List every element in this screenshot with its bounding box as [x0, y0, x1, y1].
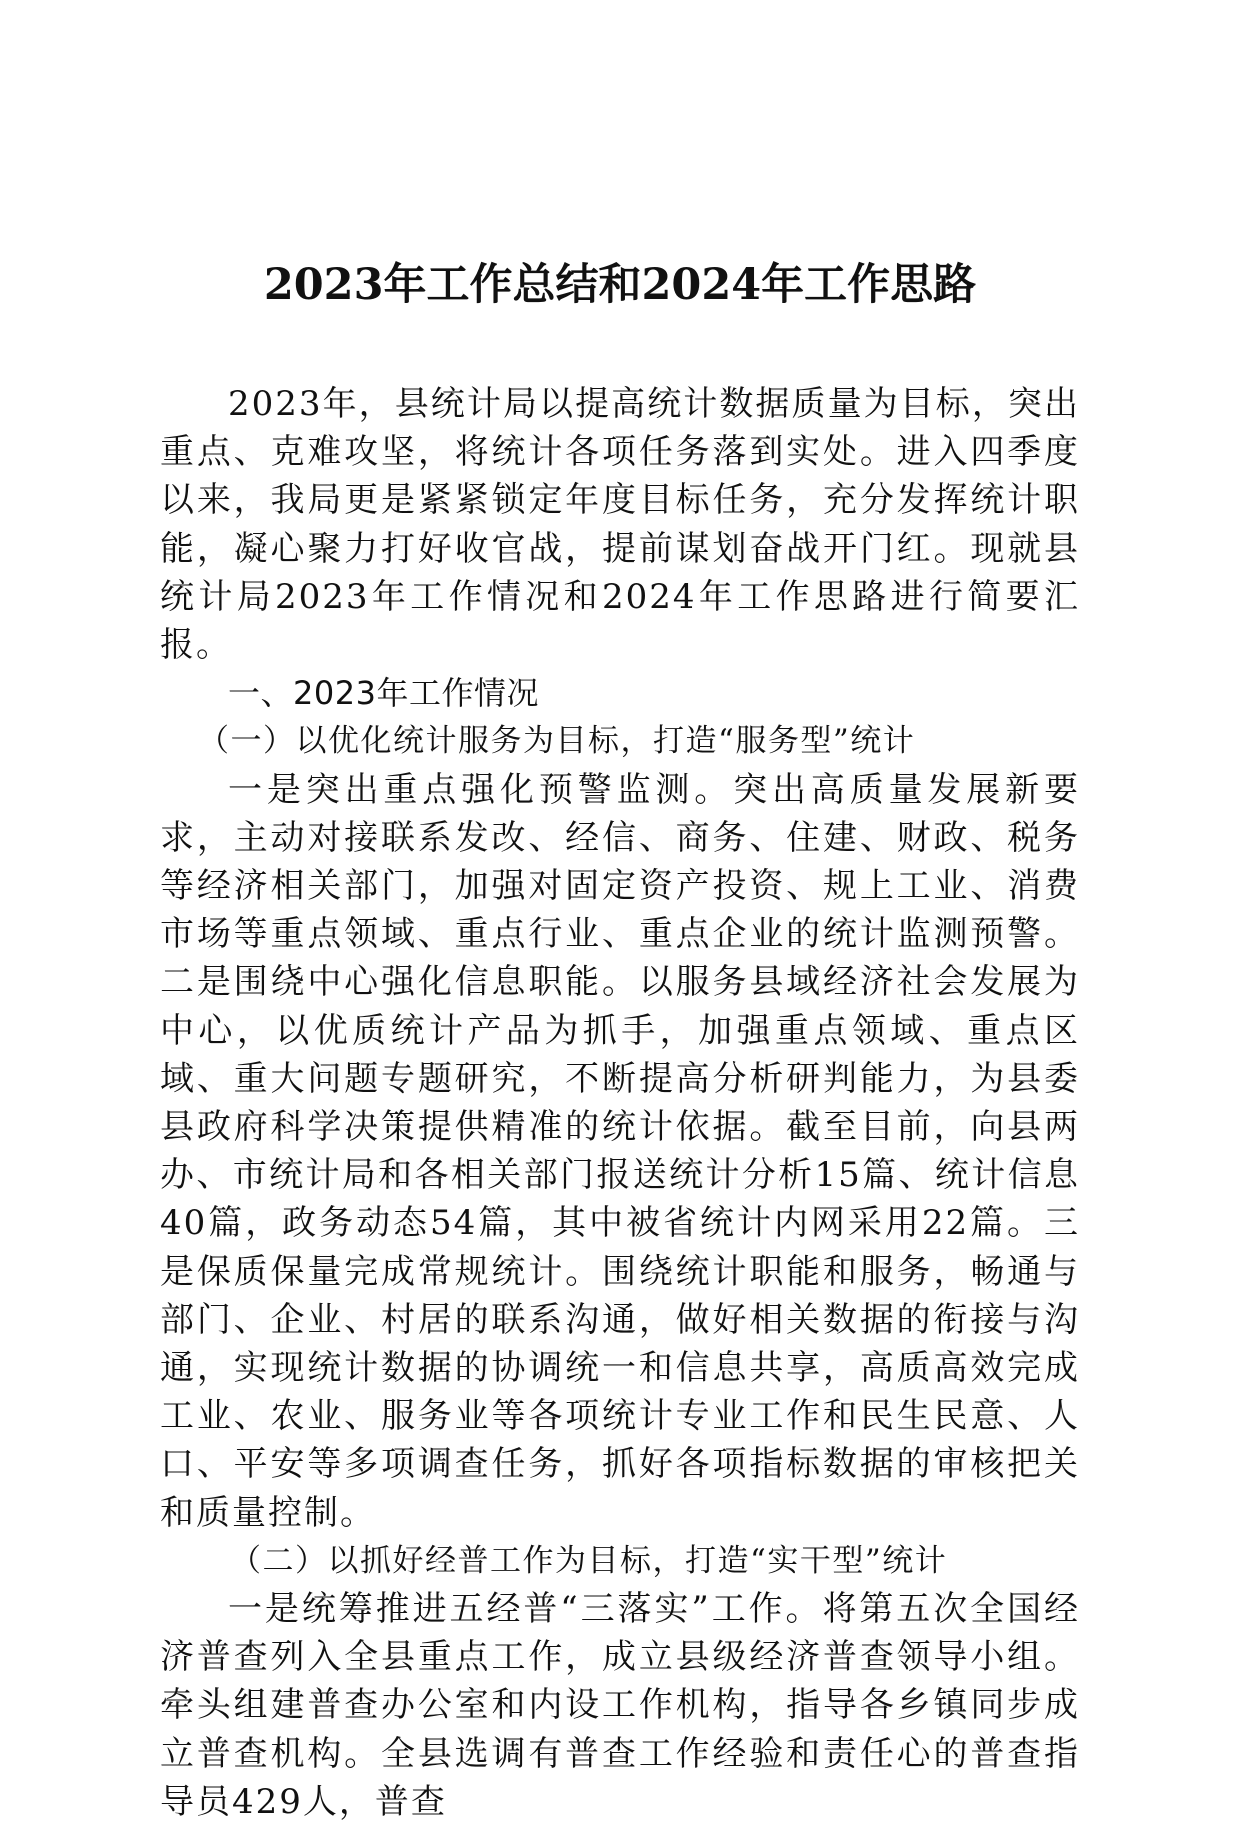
- subsection-heading: （二）以抓好经普工作为目标，打造“实干型”统计: [230, 1542, 948, 1579]
- section-heading: 一、2023年工作情况: [228, 674, 539, 713]
- document-title: 2023年工作总结和2024年工作思路: [263, 260, 977, 310]
- subsection-paragraph: 一是统筹推进五经普“三落实”工作。将第五次全国经济普查列入全县重点工作，成立县级经济普查领导小组。牵头组建普查办公室和内设工作机构，指导各乡镇同步成立普查机构。全县选调有普查工作经验和责任心的普查指导员429人，普查: [160, 1589, 1080, 1822]
- subsection-heading: （一）以优化统计服务为目标，打造“服务型”统计: [198, 723, 916, 760]
- document-body: [160, 380, 1080, 1826]
- subsection-paragraph: 一是突出重点强化预警监测。突出高质量发展新要求，主动对接联系发改、经信、商务、住建、财政、税务等经济相关部门，加强对固定资产投资、规上工业、消费市场等重点领域、重点行业、重点企业的统计监测预警。二是围绕中心强化信息职能。以服务县域经济社会发展为中心，以优质统计产品为抓手，加强重点领域、重点区域、重大问题专题研究，不断提高分析研判能力，为县委县政府科学决策提供精准的统计依据。截至目前，向县两办、市统计局和各相关部门报送统计分析15篇、统计信息40篇，政务动态54篇，其中被省统计内网采用22篇。三是保质保量完成常规统计。围绕统计职能和服务，畅通与部门、企业、村居的联系沟通，做好相关数据的衔接与沟通，实现统计数据的协调统一和信息共享，高质高效完成工业、农业、服务业等各项统计专业工作和民生民意、人口、平安等多项调查任务，抓好各项指标数据的审核把关和质量控制。: [160, 769, 1080, 1533]
- intro-paragraph: 2023年，县统计局以提高统计数据质量为目标，突出重点、克难攻坚，将统计各项任务落到实处。进入四季度以来，我局更是紧紧锁定年度目标任务，充分发挥统计职能，凝心聚力打好收官战，提前谋划奋战开门红。现就县统计局2023年工作情况和2024年工作思路进行简要汇报。: [160, 384, 1080, 666]
